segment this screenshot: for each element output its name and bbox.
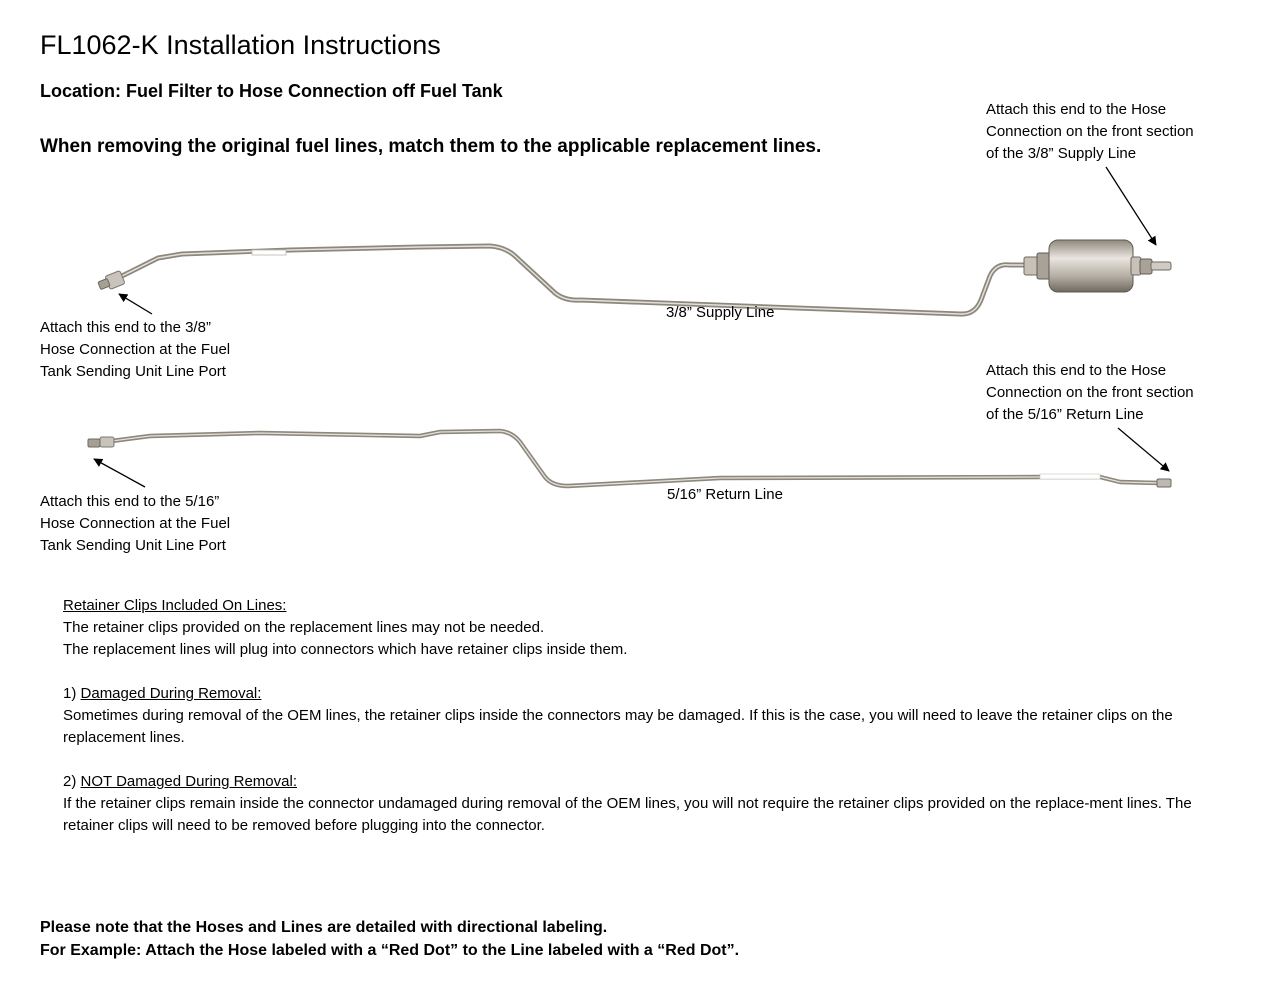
supply-line-tube [98,246,1035,314]
footer-line-1: Please note that the Hoses and Lines are detailed with directional labeling. [40,919,608,936]
callout-supply-tank: Attach this end to the 3/8” Hose Connection at the Fuel Tank Sending Unit Line Port [40,319,231,380]
page-title: FL1062-K Installation Instructions [40,30,441,60]
arrow-supply-tank [119,294,152,314]
case-1-text: Sometimes during removal of the OEM lines, the retainer clips inside the connectors may be damaged. If this is the case, you will need to leave the retainer clips on the replacement lines. [63,707,1173,746]
callout-supply-front: Attach this end to the Hose Connection on the front section of the 3/8” Supply Line [986,101,1194,162]
fuel-filter [1024,240,1171,292]
retainer-para-1: The retainer clips provided on the replacement lines may not be needed. [63,619,545,636]
retainer-notes [63,595,1243,837]
retainer-para-2: The replacement lines will plug into connectors which have retainer clips inside them. [63,641,628,658]
case-2-text: If the retainer clips remain inside the connector undamaged during removal of the OEM lines, you will not require the retainer clips provided on the replace-ment lines. The retainer clips will need to be removed before plugging into the connector. [63,795,1192,834]
supply-line-label: 3/8” Supply Line [666,304,775,321]
callout-return-tank: Attach this end to the 5/16” Hose Connection at the Fuel Tank Sending Unit Line Port [40,493,231,554]
callout-return-front: Attach this end to the Hose Connection on the front section of the 5/16” Return Line [986,362,1194,423]
arrow-return-front [1118,428,1169,471]
footer-line-2: For Example: Attach the Hose labeled with a “Red Dot” to the Line labeled with a “Red Dot”. [40,942,740,959]
location-subtitle: Location: Fuel Filter to Hose Connection off Fuel Tank [40,81,503,101]
intro-instruction: When removing the original fuel lines, match them to the applicable replacement lines. [40,136,822,157]
return-line-label: 5/16” Return Line [667,486,783,503]
arrow-return-tank [94,459,145,487]
case-1-heading: 1) Damaged During Removal: [63,685,262,702]
retainer-heading: Retainer Clips Included On Lines: [63,597,287,614]
case-2-heading: 2) NOT Damaged During Removal: [63,773,297,790]
footer-note [40,916,739,962]
return-line-tube [88,431,1171,487]
arrow-supply-front [1106,167,1156,245]
